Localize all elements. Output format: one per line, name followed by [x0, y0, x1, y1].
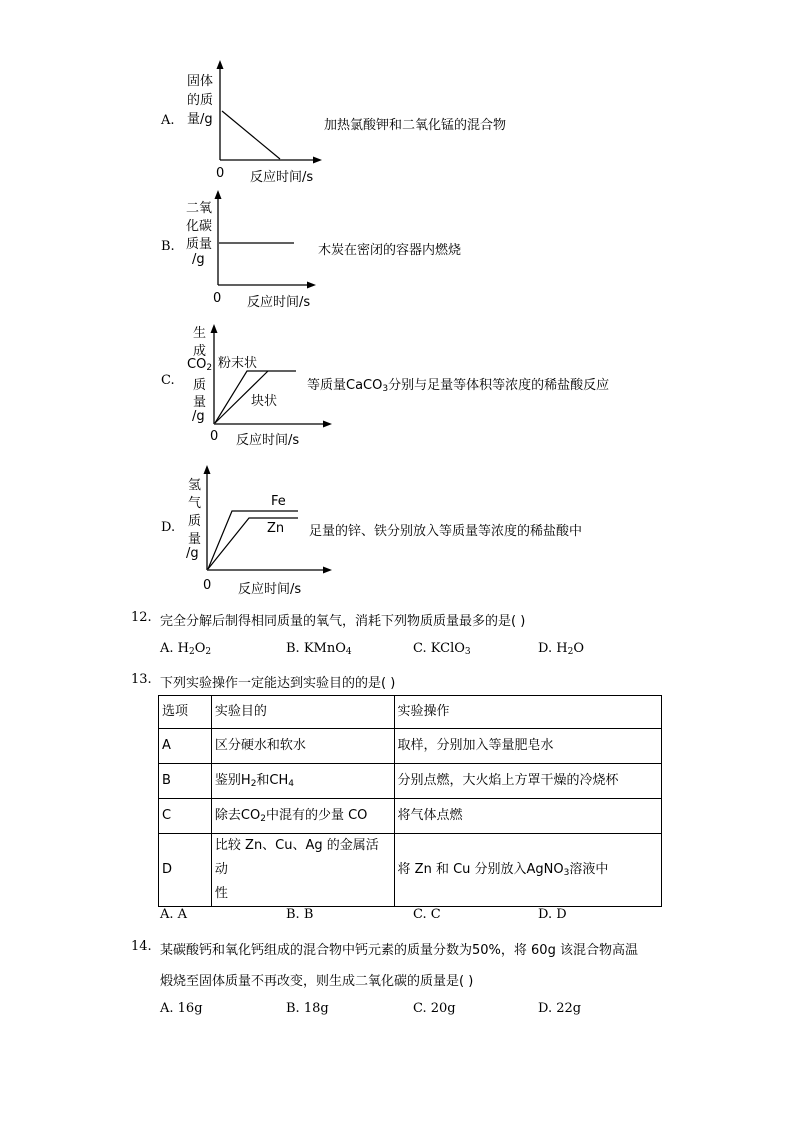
- table-cell-purpose: 鉴别$H_2$和$CH_4$: [211, 764, 394, 799]
- option-d-zn-curve: [208, 518, 298, 569]
- q12-choice-d: D. $H_2O$: [538, 641, 584, 657]
- table-row: [159, 799, 662, 834]
- option-d-letter: D.: [161, 520, 176, 535]
- option-d-fe-curve: [208, 511, 298, 569]
- option-a-ylabel-2: 的质: [187, 93, 214, 108]
- q14-number: 14.: [131, 939, 152, 954]
- option-b-letter: B.: [161, 239, 175, 254]
- table-cell-purpose: 比较 Zn、Cu、Ag 的金属活动 性: [211, 834, 394, 907]
- table-cell-operation: 将气体点燃: [394, 799, 661, 834]
- option-c-description: 等质量CaCO$_3$分别与足量等体积等浓度的稀盐酸反应: [307, 378, 610, 394]
- table-header-option: 选项: [159, 696, 212, 729]
- q14-choice-a: A. 16g: [160, 1001, 203, 1016]
- option-c-ylabel-4: 量: [193, 395, 207, 410]
- q14-stem-line-2: 煅烧至固体质量不再改变，则生成二氧化碳的质量是( ): [160, 974, 474, 989]
- table-row: [159, 834, 662, 907]
- option-a-origin: 0: [216, 166, 225, 181]
- table-cell-operation: 取样，分别加入等量肥皂水: [394, 729, 661, 764]
- option-d-ylabel-3: 质: [188, 514, 202, 529]
- option-b-xlabel: 反应时间/s: [247, 295, 311, 310]
- option-c-xlabel: 反应时间/s: [236, 433, 300, 448]
- option-a-description: 加热氯酸钾和二氧化锰的混合物: [324, 118, 507, 133]
- q12-number: 12.: [131, 610, 152, 625]
- option-d-fe-label: Fe: [271, 494, 286, 509]
- q14-choice-b: B. 18g: [286, 1001, 329, 1016]
- option-c-powder-label: 粉末状: [218, 356, 258, 371]
- table-row: [159, 764, 662, 799]
- option-d-description: 足量的锌、铁分别放入等质量等浓度的稀盐酸中: [309, 524, 583, 539]
- option-d-ylabel-2: 气: [188, 496, 202, 511]
- option-d-xlabel: 反应时间/s: [238, 582, 302, 597]
- option-a-xlabel: 反应时间/s: [250, 170, 314, 185]
- option-c-ylabel-5: /g: [192, 409, 205, 424]
- option-b-ylabel-3: 质量: [186, 237, 213, 252]
- option-b-ylabel-4: /g: [192, 252, 205, 267]
- q13-experiment-table: [158, 695, 662, 907]
- q12-choice-c: C. KClO$_3$: [413, 641, 471, 657]
- q13-choice-d: D. D: [538, 907, 567, 922]
- option-c-block-label: 块状: [251, 394, 278, 409]
- q14-stem-line-1: 某碳酸钙和氧化钙组成的混合物中钙元素的质量分数为50%，将 60g 该混合物高温: [160, 943, 638, 958]
- table-header-row: [159, 696, 662, 729]
- option-c-origin: 0: [210, 429, 219, 444]
- option-c-letter: C.: [161, 373, 175, 388]
- q12-choice-b: B. KMnO$_4$: [286, 641, 352, 657]
- option-d-origin: 0: [203, 578, 212, 593]
- option-a-letter: A.: [161, 113, 175, 128]
- option-c-ylabel-co2: $CO_2$: [187, 357, 213, 373]
- q12-stem: 完全分解后制得相同质量的氧气，消耗下列物质质量最多的是( ): [160, 614, 526, 629]
- table-row: [159, 729, 662, 764]
- option-b-ylabel-2: 化碳: [186, 219, 213, 234]
- q13-stem: 下列实验操作一定能达到实验目的的是( ): [160, 676, 396, 691]
- option-c-ylabel-1: 生: [193, 326, 207, 341]
- q13-choice-a: A. A: [160, 907, 188, 922]
- table-cell-purpose: 除去$CO_2$中混有的少量 CO: [211, 799, 394, 834]
- table-cell-option: B: [159, 764, 212, 799]
- option-d-zn-label: Zn: [267, 521, 285, 536]
- table-cell-option: A: [159, 729, 212, 764]
- option-a-ylabel-3: 量/g: [187, 112, 213, 127]
- table-cell-option: D: [159, 834, 212, 907]
- table-cell-purpose: 区分硬水和软水: [211, 729, 394, 764]
- option-b-origin: 0: [213, 291, 222, 306]
- q12-choice-a: A. $H_2O_2$: [160, 641, 212, 657]
- q13-choice-b: B. B: [286, 907, 314, 922]
- q14-choice-d: D. 22g: [538, 1001, 582, 1016]
- table-header-operation: 实验操作: [394, 696, 661, 729]
- option-c-ylabel-2: 成: [193, 344, 207, 359]
- option-c-ylabel-3: 质: [193, 378, 207, 393]
- option-a-ylabel-1: 固体: [187, 74, 214, 89]
- option-d-ylabel-1: 氢: [188, 478, 202, 493]
- option-b-ylabel-1: 二氧: [186, 201, 213, 216]
- option-b-description: 木炭在密闭的容器内燃烧: [318, 243, 462, 258]
- q13-choice-c: C. C: [413, 907, 441, 922]
- table-cell-operation: 将 Zn 和 Cu 分别放入AgNO$_3$溶液中: [394, 834, 661, 907]
- option-d-ylabel-5: /g: [186, 546, 199, 561]
- table-header-purpose: 实验目的: [211, 696, 394, 729]
- q13-number: 13.: [131, 672, 152, 687]
- table-cell-operation: 分别点燃，大火焰上方罩干燥的冷烧杯: [394, 764, 661, 799]
- table-cell-option: C: [159, 799, 212, 834]
- q14-choice-c: C. 20g: [413, 1001, 456, 1016]
- option-d-ylabel-4: 量: [188, 532, 202, 547]
